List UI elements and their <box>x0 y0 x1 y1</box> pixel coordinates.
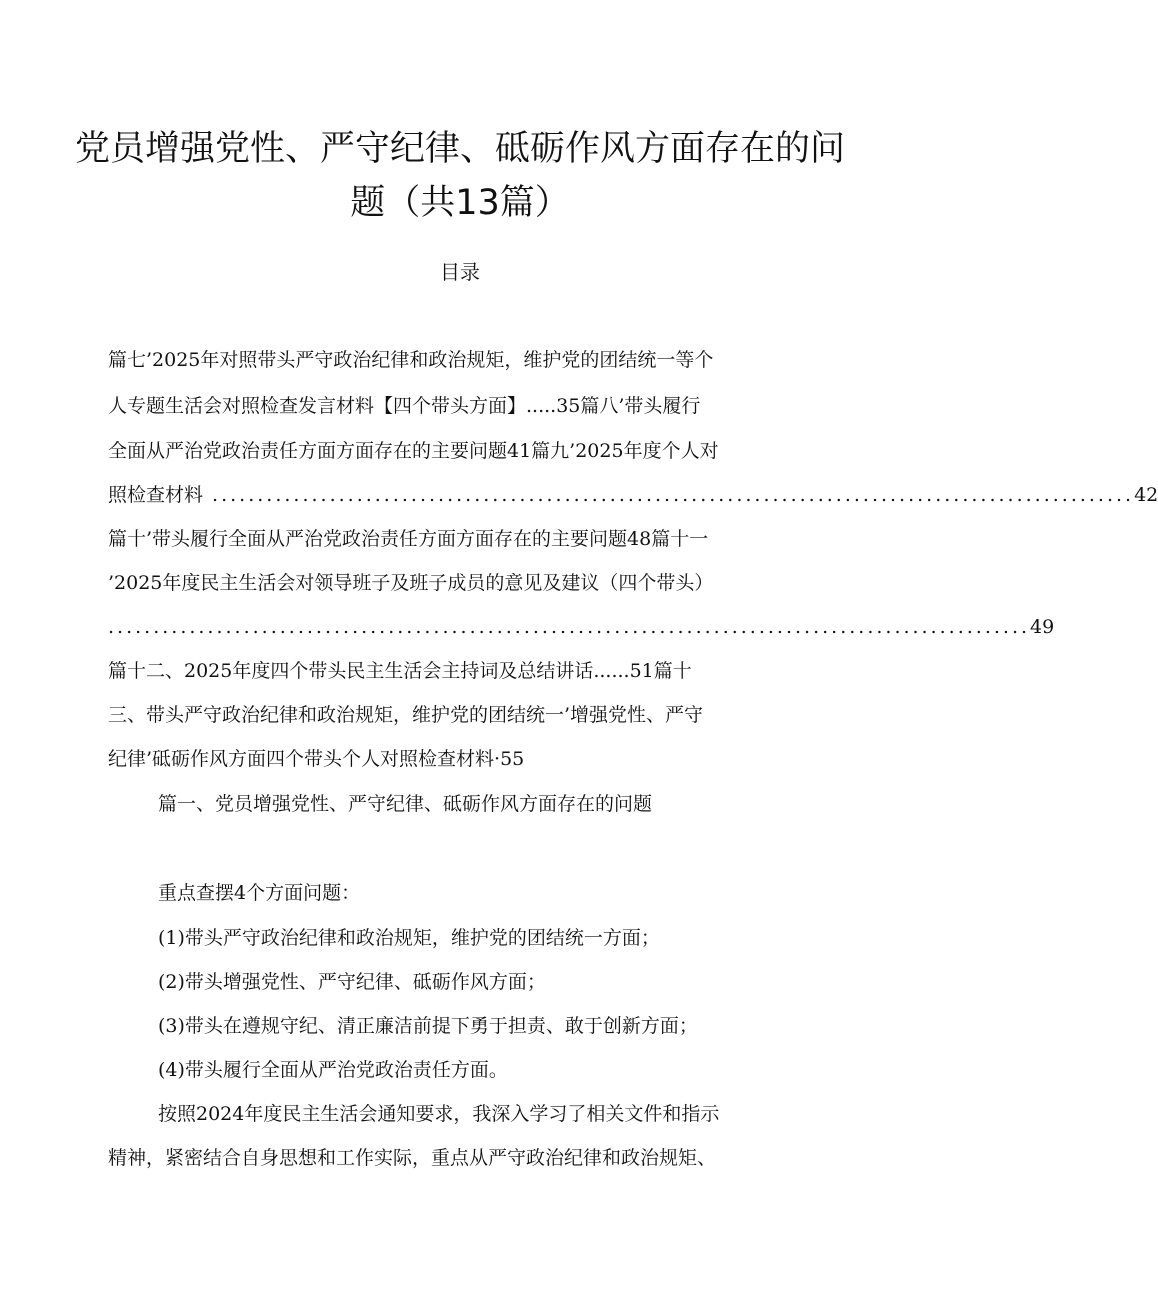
section-title: 篇一、党员增强党性、严守纪律、砥砺作风方面存在的问题 <box>158 793 653 815</box>
toc-leader-dots: ...................................................................................................... <box>108 616 1031 638</box>
list-item: (2)带头增强党性、严守纪律、砥砺作风方面； <box>158 971 546 993</box>
toc-leader-dots: ...................................................................................................... <box>203 484 1135 506</box>
toc-line: 人专题生活会对照检查发言材料【四个带头方面】.....35篇八’带头履行 <box>108 395 701 417</box>
toc-line: ’2025年度民主生活会对领导班子及班子成员的意见及建议（四个带头） <box>108 572 714 594</box>
toc-entry-dotted <box>108 612 1055 642</box>
document-title <box>60 122 860 230</box>
list-item: (1)带头严守政治纪律和政治规矩，维护党的团结统一方面； <box>158 927 660 949</box>
toc-line: 篇七’2025年对照带头严守政治纪律和政治规矩，维护党的团结统一等个 <box>108 349 714 371</box>
toc-entry-text: 照检查材料 <box>108 484 204 506</box>
title-line-1: 党员增强党性、严守纪律、砥砺作风方面存在的问 <box>74 129 845 169</box>
toc-line: 篇十’带头履行全面从严治党政治责任方面方面存在的主要问题48篇十一 <box>108 528 709 550</box>
toc-line: 篇十二、2025年度四个带头民主生活会主持词及总结讲话......51篇十 <box>108 660 692 682</box>
toc-page-number: 49 <box>1030 616 1055 638</box>
toc-line: 全面从严治党政治责任方面方面存在的主要问题41篇九’2025年度个人对 <box>108 440 719 462</box>
title-line-2: 题（共13篇） <box>350 183 570 223</box>
toc-line: 三、带头严守政治纪律和政治规矩，维护党的团结统一’增强党性、严守 <box>108 704 704 726</box>
body-intro: 重点查摆4个方面问题： <box>158 882 361 904</box>
body-paragraph-line: 精神，紧密结合自身思想和工作实际，重点从严守政治纪律和政治规矩、 <box>108 1147 717 1169</box>
body-paragraph-line: 按照2024年度民主生活会通知要求，我深入学习了相关文件和指示 <box>158 1103 720 1125</box>
toc-line: 纪律’砥砺作风方面四个带头个人对照检查材料·55 <box>108 748 525 770</box>
toc-entry-dotted <box>108 480 1158 510</box>
toc-heading: 目录 <box>440 260 480 284</box>
list-item: (3)带头在遵规守纪、清正廉洁前提下勇于担责、敢于创新方面； <box>158 1015 698 1037</box>
toc-page-number: 42 <box>1134 484 1158 506</box>
list-item: (4)带头履行全面从严治党政治责任方面。 <box>158 1059 508 1081</box>
